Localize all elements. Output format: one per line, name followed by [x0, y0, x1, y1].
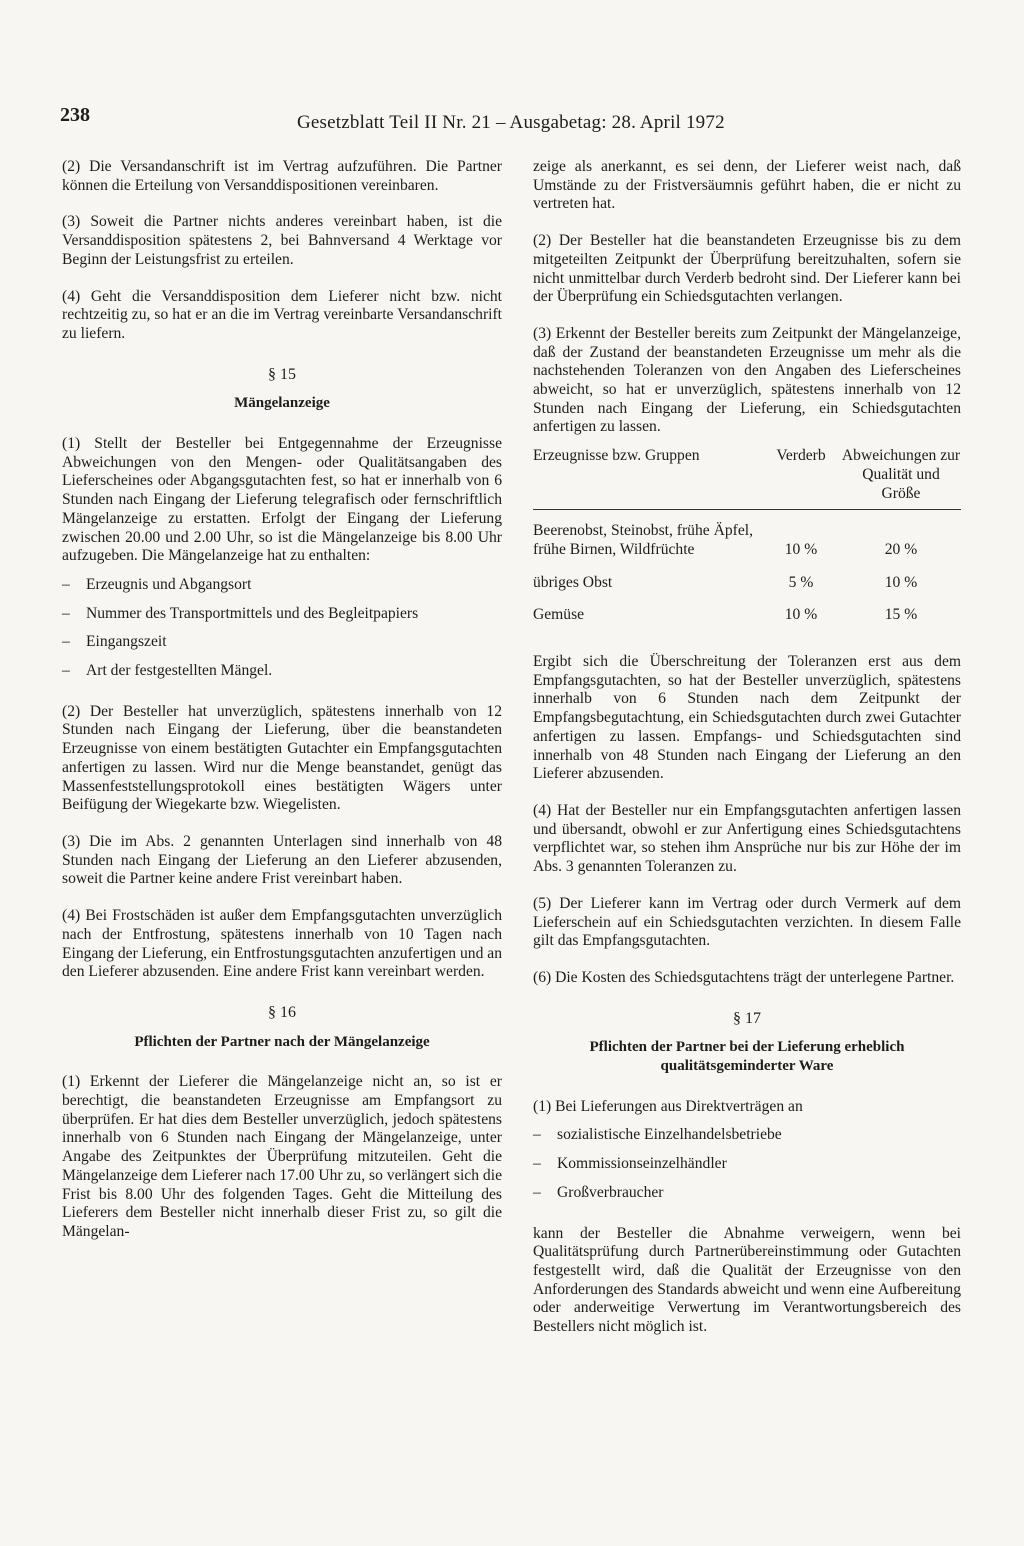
- paragraph: (1) Stellt der Besteller bei Entgegennahme der Erzeugnisse Abweichungen von den Mengen- oder Qualitätsangaben des Lieferscheines oder Abgangsgutachten fest, so hat er innerhalb von 6 Stunden nach Eingang der Lieferung telegrafisch oder fernschriftlich Mängelanzeige zu erstatten. Erfolgt der Eingang der Lieferung zwischen 20.00 und 2.00 Uhr, so ist die Mängelanzeige bis 8.00 Uhr aufzugeben. Die Mängelanzeige hat zu enthalten:: [62, 435, 502, 565]
- running-head: Gesetzblatt Teil II Nr. 21 – Ausgabetag: 28. April 1972: [297, 112, 725, 133]
- section-number: § 15: [268, 365, 296, 383]
- section-number: § 17: [733, 1009, 761, 1027]
- table-header: Abweichungen zur Qualität und Größe: [841, 447, 961, 502]
- paragraph: (3) Erkennt der Besteller bereits zum Zeitpunkt der Mängelanzeige, daß der Zustand der beanstandeten Erzeugnisse um mehr als die nachstehenden Toleranzen von den Angaben des Lieferscheines abweicht, so hat er unverzüglich, spätestens innerhalb von 12 Stunden nach Eingang der Lieferung, ein Schiedsgutachten anfertigen zu lassen.: [533, 324, 961, 436]
- table-cell: 15 %: [884, 606, 918, 624]
- section-title: Pflichten der Partner nach der Mängelanzeige: [134, 1033, 430, 1050]
- table-cell: 10 %: [784, 540, 818, 558]
- left-column: [62, 158, 502, 1260]
- table-cell: 10 %: [884, 573, 918, 591]
- paragraph: Ergibt sich die Überschreitung der Toleranzen erst aus dem Empfangsgutachten, so hat der Besteller unverzüglich, spätestens innerhalb von 6 Stunden nach dem Zeitpunkt der Empfangsbegutachtung, ein Schiedsgutachten durch zwei Gutachter anfertigen zu lassen. Empfangs- und Schiedsgutachten sind innerhalb von 48 Stunden nach Eingang der Lieferung an den Lieferer abzusenden.: [533, 653, 961, 783]
- paragraph: (3) Die im Abs. 2 genannten Unterlagen sind innerhalb von 48 Stunden nach Eingang der Lieferung an den Lieferer abzusenden, soweit die Partner keine andere Frist vereinbart haben.: [62, 832, 502, 888]
- section-number: § 16: [268, 1003, 296, 1021]
- right-column: [533, 158, 961, 1355]
- paragraph: (2) Der Besteller hat unverzüglich, spätestens innerhalb von 12 Stunden nach Eingang der Lieferung, über die beanstandeten Erzeugnisse von einem bestätigten Gutachter ein Empfangsgutachten anfertigen zu lassen. Wird nur die Menge beanstandet, genügt das Massenfeststellungsprotokoll eines bestätigten Wägers unter Beifügung der Wiegekarte bzw. Wiegelisten.: [62, 702, 502, 814]
- table-cell: 5 %: [788, 573, 814, 591]
- list-item: – Großverbraucher: [533, 1184, 961, 1203]
- list-item: – Eingangszeit: [62, 633, 502, 652]
- table-row: [533, 522, 961, 573]
- list-item: – Kommissionseinzelhändler: [533, 1155, 961, 1174]
- list-item: – sozialistische Einzelhandelsbetriebe: [533, 1126, 961, 1145]
- list-item: – Art der festgestellten Mängel.: [62, 662, 502, 681]
- table-row: [533, 574, 961, 607]
- table-cell: Beerenobst, Steinobst, frühe Äpfel, frühe Birnen, Wildfrüchte: [533, 522, 753, 558]
- paragraph: (6) Die Kosten des Schiedsgutachtens trägt der unterlegene Partner.: [533, 968, 955, 986]
- section-title: Mängelanzeige: [234, 395, 330, 412]
- paragraph: (1) Bei Lieferungen aus Direktverträgen an: [533, 1097, 803, 1115]
- table-cell: übriges Obst: [533, 573, 613, 591]
- paragraph: (4) Geht die Versanddisposition dem Lieferer nicht bzw. nicht rechtzeitig zu, so hat er an die im Vertrag vereinbarte Versandanschrift zu liefern.: [62, 287, 502, 342]
- paragraph: (2) Der Besteller hat die beanstandeten Erzeugnisse bis zu dem mitgeteilten Zeitpunkt der Überprüfung bereitzuhalten, sofern sie nicht unmittelbar durch Verderb bedroht sind. Der Lieferer kann bei der Überprüfung ein Schiedsgutachten verlangen.: [533, 232, 961, 306]
- tolerance-table: [533, 447, 961, 639]
- table-header: Erzeugnisse bzw. Gruppen: [533, 447, 700, 465]
- dash-list: [533, 1126, 961, 1202]
- paragraph: zeige als anerkannt, es sei denn, der Lieferer weist nach, daß Umstände zu der Fristversäumnis geführt haben, die er nicht zu vertreten hat.: [533, 158, 961, 213]
- paragraph: (2) Die Versandanschrift ist im Vertrag aufzuführen. Die Partner können die Erteilung von Versanddispositionen vereinbaren.: [62, 158, 502, 194]
- paragraph: (1) Erkennt der Lieferer die Mängelanzeige nicht an, so ist er berechtigt, die beanstandeten Erzeugnisse am Empfangsort zu überprüfen. Er hat dies dem Besteller unverzüglich, jedoch spätestens innerhalb von 6 Stunden nach Eingang der Mängelanzeige, unter Angabe des Zeitpunktes der Überprüfung mitzuteilen. Geht die Mängelanzeige dem Lieferer nach 17.00 Uhr zu, so verlängert sich die Frist bis 8.00 Uhr des folgenden Tages. Geht die Mitteilung des Lieferers dem Besteller nicht innerhalb dieser Frist zu, so gilt die Mängelan-: [62, 1073, 502, 1240]
- paragraph: (5) Der Lieferer kann im Vertrag oder durch Vermerk auf dem Lieferschein auf ein Schiedsgutachten verzichten. In diesem Falle gilt das Empfangsgutachten.: [533, 894, 961, 950]
- table-cell: Gemüse: [533, 606, 585, 624]
- list-item: – Nummer des Transportmittels und des Begleitpapiers: [62, 605, 502, 624]
- section-title: Pflichten der Partner bei der Lieferung erheblich qualitätsgeminderter Ware: [589, 1039, 905, 1075]
- page-number: 238: [60, 104, 90, 126]
- list-item: – Erzeugnis und Abgangsort: [62, 576, 502, 595]
- table-header: Verderb: [776, 447, 826, 465]
- dash-list: [62, 576, 502, 681]
- paragraph: (4) Bei Frostschäden ist außer dem Empfangsgutachten unverzüglich nach der Entfrostung, spätestens innerhalb von 10 Tagen nach Eingang der Lieferung, ein Entfrostungsgutachten anzufertigen und an den Lieferer abzusenden. Eine andere Frist kann vereinbart werden.: [62, 907, 502, 981]
- table-cell: 10 %: [784, 606, 818, 624]
- paragraph: kann der Besteller die Abnahme verweigern, wenn bei Qualitätsprüfung durch Partnerübereinstimmung oder Gutachten festgestellt wird, daß die Qualität der Erzeugnisse von den Anforderungen des Standards abweicht und wenn eine Aufbereitung oder anderweitige Verwertung im Verantwortungsbereich des Bestellers nicht möglich ist.: [533, 1224, 961, 1336]
- paragraph: (4) Hat der Besteller nur ein Empfangsgutachten anfertigen lassen und übersandt, obwohl er zur Anfertigung eines Schiedsgutachtens verpflichtet war, so stehen ihm Ansprüche nur bis zur Höhe der im Abs. 3 genannten Toleranzen zu.: [533, 801, 961, 876]
- paragraph: (3) Soweit die Partner nichts anderes vereinbart haben, ist die Versanddisposition spätestens 2, bei Bahnversand 4 Werktage vor Beginn der Leistungsfrist zu erteilen.: [62, 213, 502, 268]
- table-row: [533, 606, 961, 639]
- table-cell: 20 %: [884, 540, 918, 558]
